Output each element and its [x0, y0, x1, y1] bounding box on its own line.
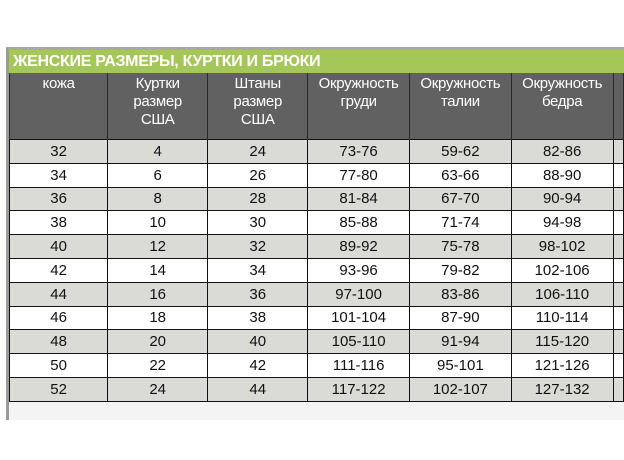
table-cell: 73-76	[308, 140, 410, 164]
table-row	[10, 140, 624, 164]
table-cell: 102-107	[409, 377, 511, 401]
table-cell: 127-132	[511, 377, 613, 401]
table-cell: 82-86	[511, 140, 613, 164]
table-cell: 18	[108, 306, 208, 330]
row-filler	[613, 330, 623, 354]
table-cell: 20	[108, 330, 208, 354]
table-cell: 111-116	[308, 354, 410, 378]
table-cell: 14	[108, 258, 208, 282]
table-row	[10, 211, 624, 235]
table-cell: 44	[10, 282, 108, 306]
table-cell: 79-82	[409, 258, 511, 282]
column-header-line: Окружность	[318, 75, 399, 92]
table-cell: 95-101	[409, 354, 511, 378]
table-cell: 97-100	[308, 282, 410, 306]
header-filler	[613, 73, 623, 140]
table-cell: 38	[208, 306, 308, 330]
table-cell: 48	[10, 330, 108, 354]
column-header	[10, 73, 108, 140]
column-header	[308, 73, 410, 140]
table-cell: 28	[208, 187, 308, 211]
column-header-line: США	[140, 111, 175, 128]
table-cell: 16	[108, 282, 208, 306]
column-header	[108, 73, 208, 140]
column-header	[511, 73, 613, 140]
table-cell: 46	[10, 306, 108, 330]
table-row	[10, 187, 624, 211]
column-header-line: размер	[133, 93, 182, 110]
table-cell: 50	[10, 354, 108, 378]
row-filler	[613, 163, 623, 187]
table-cell: 40	[10, 235, 108, 259]
column-header-line: Окружность	[522, 75, 603, 92]
column-header-line: Окружность	[420, 75, 501, 92]
table-cell: 89-92	[308, 235, 410, 259]
row-filler	[613, 258, 623, 282]
row-filler	[613, 282, 623, 306]
table-cell: 106-110	[511, 282, 613, 306]
column-header-line: размер	[233, 93, 282, 110]
table-cell: 75-78	[409, 235, 511, 259]
table-cell: 32	[10, 140, 108, 164]
table-cell: 36	[10, 187, 108, 211]
row-filler	[613, 187, 623, 211]
table-cell: 121-126	[511, 354, 613, 378]
table-cell: 4	[108, 140, 208, 164]
column-header	[208, 73, 308, 140]
column-header-line: США	[240, 111, 275, 128]
table-cell: 34	[208, 258, 308, 282]
table-cell: 94-98	[511, 211, 613, 235]
table-cell: 81-84	[308, 187, 410, 211]
table-cell: 42	[208, 354, 308, 378]
table-cell: 93-96	[308, 258, 410, 282]
column-header	[409, 73, 511, 140]
table-cell: 59-62	[409, 140, 511, 164]
table-cell: 85-88	[308, 211, 410, 235]
table-row	[10, 258, 624, 282]
table-cell: 91-94	[409, 330, 511, 354]
column-header-line: талии	[440, 93, 480, 110]
table-cell: 52	[10, 377, 108, 401]
table-cell: 77-80	[308, 163, 410, 187]
table-title: ЖЕНСКИЕ РАЗМЕРЫ, КУРТКИ И БРЮКИ	[9, 50, 624, 73]
row-filler	[613, 235, 623, 259]
table-cell: 71-74	[409, 211, 511, 235]
table-cell: 36	[208, 282, 308, 306]
table-row	[10, 330, 624, 354]
table-cell: 40	[208, 330, 308, 354]
table-cell: 24	[108, 377, 208, 401]
table-row	[10, 282, 624, 306]
table-row	[10, 235, 624, 259]
table-cell: 67-70	[409, 187, 511, 211]
row-filler	[613, 377, 623, 401]
table-cell: 90-94	[511, 187, 613, 211]
table-cell: 38	[10, 211, 108, 235]
table-cell: 26	[208, 163, 308, 187]
row-filler	[613, 306, 623, 330]
table-row	[10, 354, 624, 378]
table-cell: 32	[208, 235, 308, 259]
column-header-line: Штаны	[234, 75, 281, 92]
column-header-line: кожа	[42, 75, 75, 92]
column-header-line: Куртки	[135, 75, 180, 92]
table-cell: 102-106	[511, 258, 613, 282]
table-cell: 63-66	[409, 163, 511, 187]
table-cell: 88-90	[511, 163, 613, 187]
table-cell: 83-86	[409, 282, 511, 306]
row-filler	[613, 140, 623, 164]
table-cell: 110-114	[511, 306, 613, 330]
table-cell: 105-110	[308, 330, 410, 354]
table-cell: 115-120	[511, 330, 613, 354]
table-cell: 8	[108, 187, 208, 211]
table-row	[10, 377, 624, 401]
table-cell: 87-90	[409, 306, 511, 330]
table-cell: 101-104	[308, 306, 410, 330]
table-cell: 10	[108, 211, 208, 235]
table-cell: 44	[208, 377, 308, 401]
column-header-line: груди	[340, 93, 377, 110]
table-cell: 98-102	[511, 235, 613, 259]
header-row	[10, 73, 624, 140]
table-cell: 42	[10, 258, 108, 282]
table-cell: 117-122	[308, 377, 410, 401]
table-cell: 6	[108, 163, 208, 187]
table-cell: 12	[108, 235, 208, 259]
table-row	[10, 306, 624, 330]
column-header-line: бедра	[541, 93, 583, 110]
table-cell: 24	[208, 140, 308, 164]
table-cell: 34	[10, 163, 108, 187]
row-filler	[613, 354, 623, 378]
table-row	[10, 163, 624, 187]
table-cell: 22	[108, 354, 208, 378]
table-cell: 30	[208, 211, 308, 235]
row-filler	[613, 211, 623, 235]
size-table	[9, 73, 624, 402]
